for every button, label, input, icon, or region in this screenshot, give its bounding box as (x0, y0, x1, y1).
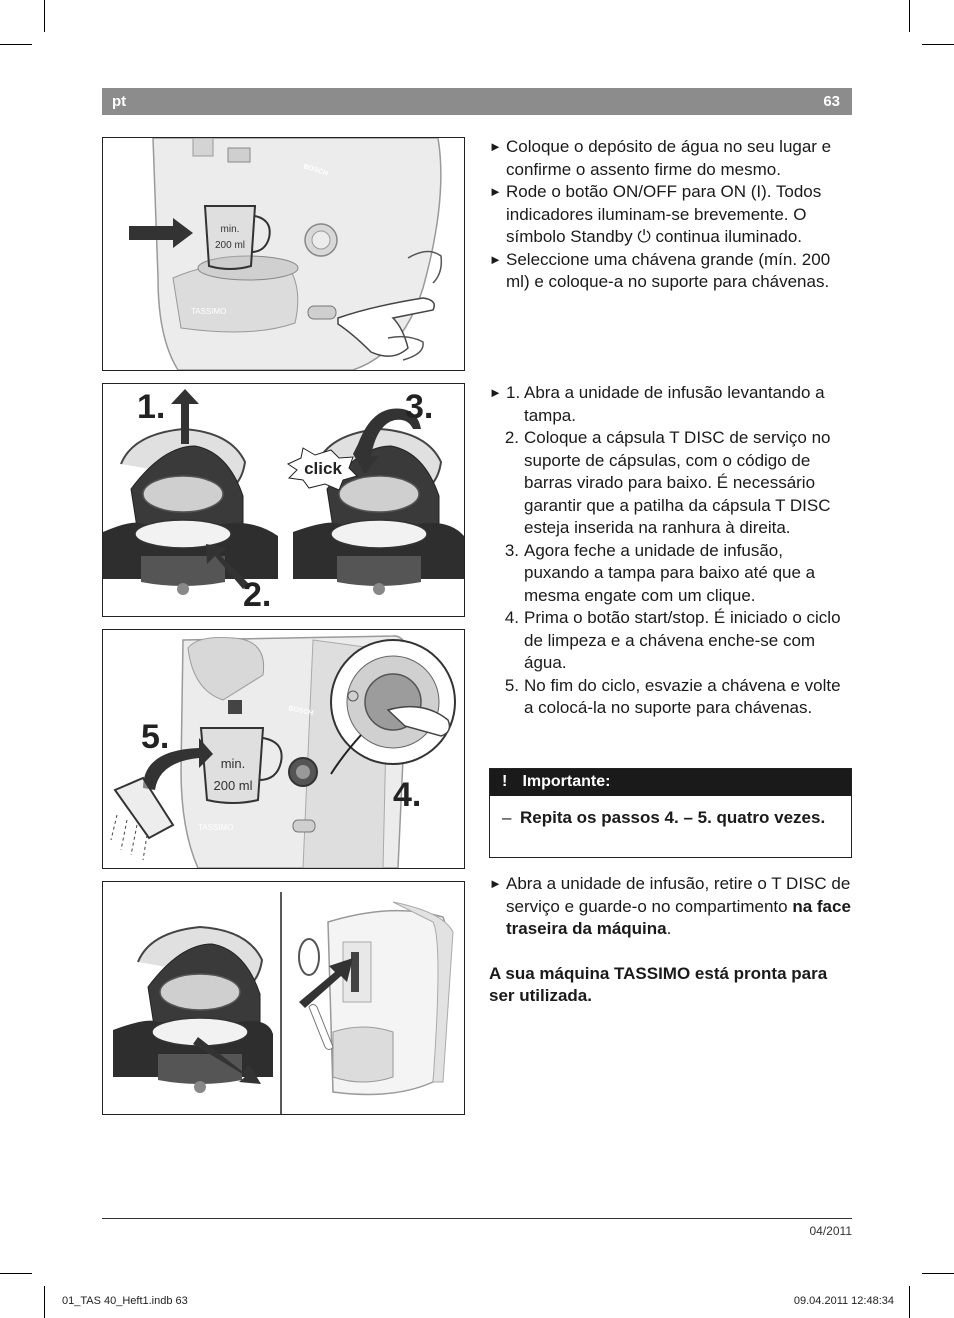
cup-min-label: min. (220, 224, 240, 235)
warning-icon: ! (502, 773, 508, 790)
final-instructions (489, 873, 852, 1008)
step-label-5: 5. (141, 718, 170, 756)
bosch-logo: BOSCH (302, 163, 329, 178)
crop-mark (0, 44, 32, 45)
tilted-cup-icon (115, 778, 173, 838)
cup-volume-label: 200 ml (213, 778, 253, 793)
step-label-2: 2. (243, 576, 272, 614)
crop-mark (44, 1286, 45, 1318)
list-item: 5. No fim do ciclo, esvazie a chávena e volte a colocá-la no suporte para chávenas. (504, 675, 841, 717)
bullet-arrow-icon: ► (489, 876, 502, 891)
intro-instructions (489, 136, 852, 294)
figure-store-disc (102, 881, 465, 1115)
crop-mark (44, 0, 45, 32)
language-code: pt (112, 93, 127, 110)
crop-mark (922, 1273, 954, 1274)
important-text: Repita os passos 4. – 5. quatro vezes. (520, 808, 826, 827)
footer-date: 04/2011 (809, 1224, 852, 1238)
list-item: 4. Prima o botão start/stop. É iniciado o ciclo de limpeza e a chávena enche-se com água. (504, 608, 841, 672)
bullet-arrow-icon: ► (489, 139, 502, 154)
bullet-arrow-icon: ► (489, 184, 502, 199)
list-item: 2. Coloque a cápsula T DISC de serviço no suporte de cápsulas, com o código de barras virado para baixo. É necessário garantir que a patilha da cápsula T DISC esteja inserida na ranhura à direita. (504, 428, 831, 537)
list-item: ► 1. Abra a unidade de infusão levantando a tampa. (489, 382, 852, 427)
crop-mark (922, 44, 954, 45)
print-slug-file: 01_TAS 40_Heft1.indb 63 (62, 1295, 188, 1307)
crop-mark (909, 0, 910, 32)
page-header (102, 88, 852, 115)
cup-volume-label: 200 ml (214, 240, 246, 251)
list-item: ► Abra a unidade de infusão, retire o T DISC de serviço e guarde-o no compartimento na face traseira da máquina. (489, 873, 852, 941)
tassimo-logo: TASSIMO (191, 307, 227, 316)
bosch-logo: BOSCH (287, 705, 314, 718)
important-title: Importante: (522, 773, 611, 790)
service-disc-icon (309, 1005, 333, 1050)
figure-switch-on (102, 137, 465, 371)
figure-cleaning-cycle (102, 629, 465, 869)
important-notice: ! Importante: – Repita os passos 4. – 5. quatro vezes. (489, 768, 852, 858)
bullet-arrow-icon: ► (489, 251, 502, 267)
cup-min-label: min. (220, 756, 246, 771)
tassimo-logo: TASSIMO (198, 823, 234, 832)
list-item: ► Coloque o depósito de água no seu lugar e confirme o assento firme do mesmo. (489, 136, 852, 181)
ready-message: A sua máquina TASSIMO está pronta para ser utilizada. (489, 963, 828, 1005)
print-slug-timestamp: 09.04.2011 12:48:34 (793, 1295, 894, 1307)
step-label-1: 1. (137, 388, 166, 426)
click-label: click (304, 459, 342, 478)
crop-mark (0, 1273, 32, 1274)
numbered-steps (489, 382, 852, 720)
crop-mark (909, 1286, 910, 1318)
page-number: 63 (823, 93, 840, 110)
footer-divider (102, 1218, 852, 1219)
list-item: ► Seleccione uma chávena grande (mín. 200 ml) e coloque-a no suporte para chávenas. (489, 249, 852, 294)
list-item: 3. Agora feche a unidade de infusão, puxando a tampa para baixo até que a mesma engate com um clique. (504, 540, 816, 605)
step-label-4: 4. (393, 776, 422, 814)
step-label-3: 3. (405, 388, 434, 426)
list-item: ► Rode o botão ON/OFF para ON (I). Todos indicadores iluminam-se brevemente. O símbolo Standby ⏻ continua iluminado. (489, 181, 852, 249)
bullet-arrow-icon: ► (489, 385, 502, 400)
storage-slot-icon (351, 952, 359, 992)
figure-insert-disc (102, 383, 465, 617)
